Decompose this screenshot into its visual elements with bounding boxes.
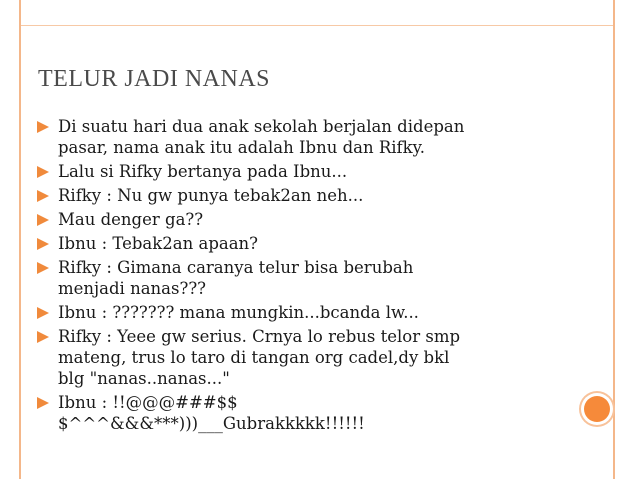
- decorative-circle-icon: [584, 396, 610, 422]
- bullet-item: Ibnu : !!@@@###$$ $^^^&&&***)))___Gubrakkkkk!!!!!!: [36, 392, 556, 434]
- bullet-item: Rifky : Nu gw punya tebak2an neh...: [36, 185, 556, 206]
- bullet-item: Lalu si Rifky bertanya pada Ibnu...: [36, 161, 556, 182]
- slide-title: TELUR JADI NANAS: [38, 66, 270, 92]
- bullet-item: Mau denger ga??: [36, 209, 556, 230]
- bullet-item: Ibnu : ??????? mana mungkin...bcanda lw...: [36, 302, 556, 323]
- bullet-item: Rifky : Yeee gw serius. Crnya lo rebus telor smp mateng, trus lo taro di tangan org cadel,dy bkl blg "nanas..nanas...": [36, 326, 556, 389]
- bullet-item: Rifky : Gimana caranya telur bisa berubah menjadi nanas???: [36, 257, 556, 299]
- bullet-list: [36, 116, 556, 437]
- top-divider: [21, 25, 613, 26]
- bullet-item: Ibnu : Tebak2an apaan?: [36, 233, 556, 254]
- bullet-item: Di suatu hari dua anak sekolah berjalan didepan pasar, nama anak itu adalah Ibnu dan Rifky.: [36, 116, 556, 158]
